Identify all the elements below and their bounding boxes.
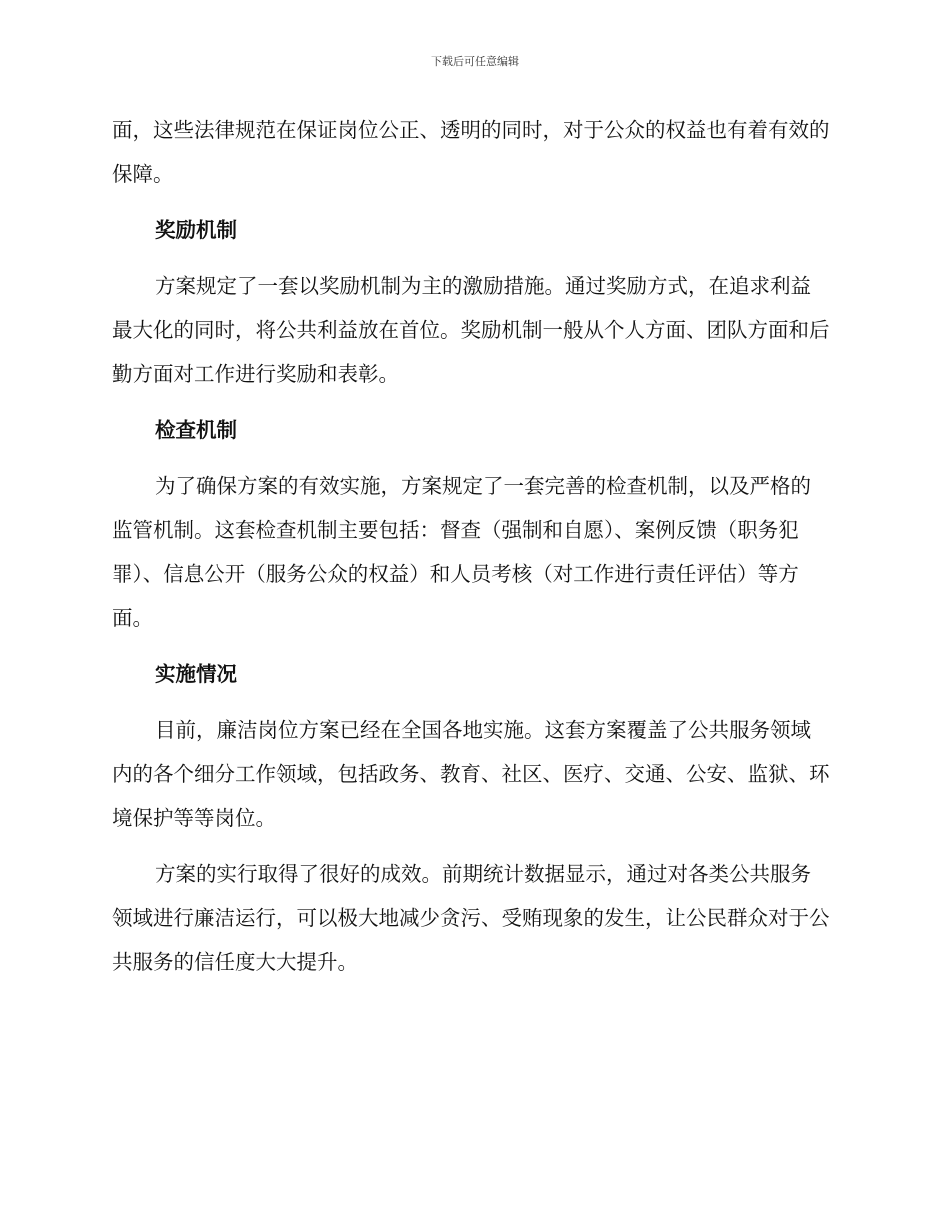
paragraph-results: 方案的实行取得了很好的成效。前期统计数据显示，通过对各类公共服务领域进行廉洁运行，可以极大地减少贪污、受贿现象的发生，让公民群众对于公共服务的信任度大大提升。 xyxy=(112,862,830,974)
document-body xyxy=(112,108,830,996)
section-heading-inspection: 检查机制 xyxy=(155,418,237,442)
paragraph-inspection: 为了确保方案的有效实施，方案规定了一套完善的检查机制，以及严格的监管机制。这套检查机制主要包括：督查（强制和自愿）、案例反馈（职务犯罪）、信息公开（服务公众的权益）和人员考核（对工作进行责任评估）等方面。 xyxy=(112,474,811,630)
section-heading-implementation: 实施情况 xyxy=(155,662,237,686)
paragraph-continued: 面，这些法律规范在保证岗位公正、透明的同时，对于公众的权益也有着有效的保障。 xyxy=(112,118,830,186)
section-heading-reward: 奖励机制 xyxy=(155,218,237,242)
paragraph-reward: 方案规定了一套以奖励机制为主的激励措施。通过奖励方式，在追求利益最大化的同时，将公共利益放在首位。奖励机制一般从个人方面、团队方面和后勤方面对工作进行奖励和表彰。 xyxy=(112,274,830,386)
page-header: 下载后可任意编辑 xyxy=(431,55,519,68)
paragraph-implementation: 目前，廉洁岗位方案已经在全国各地实施。这套方案覆盖了公共服务领域内的各个细分工作领域，包括政务、教育、社区、医疗、交通、公安、监狱、环境保护等等岗位。 xyxy=(112,718,830,830)
